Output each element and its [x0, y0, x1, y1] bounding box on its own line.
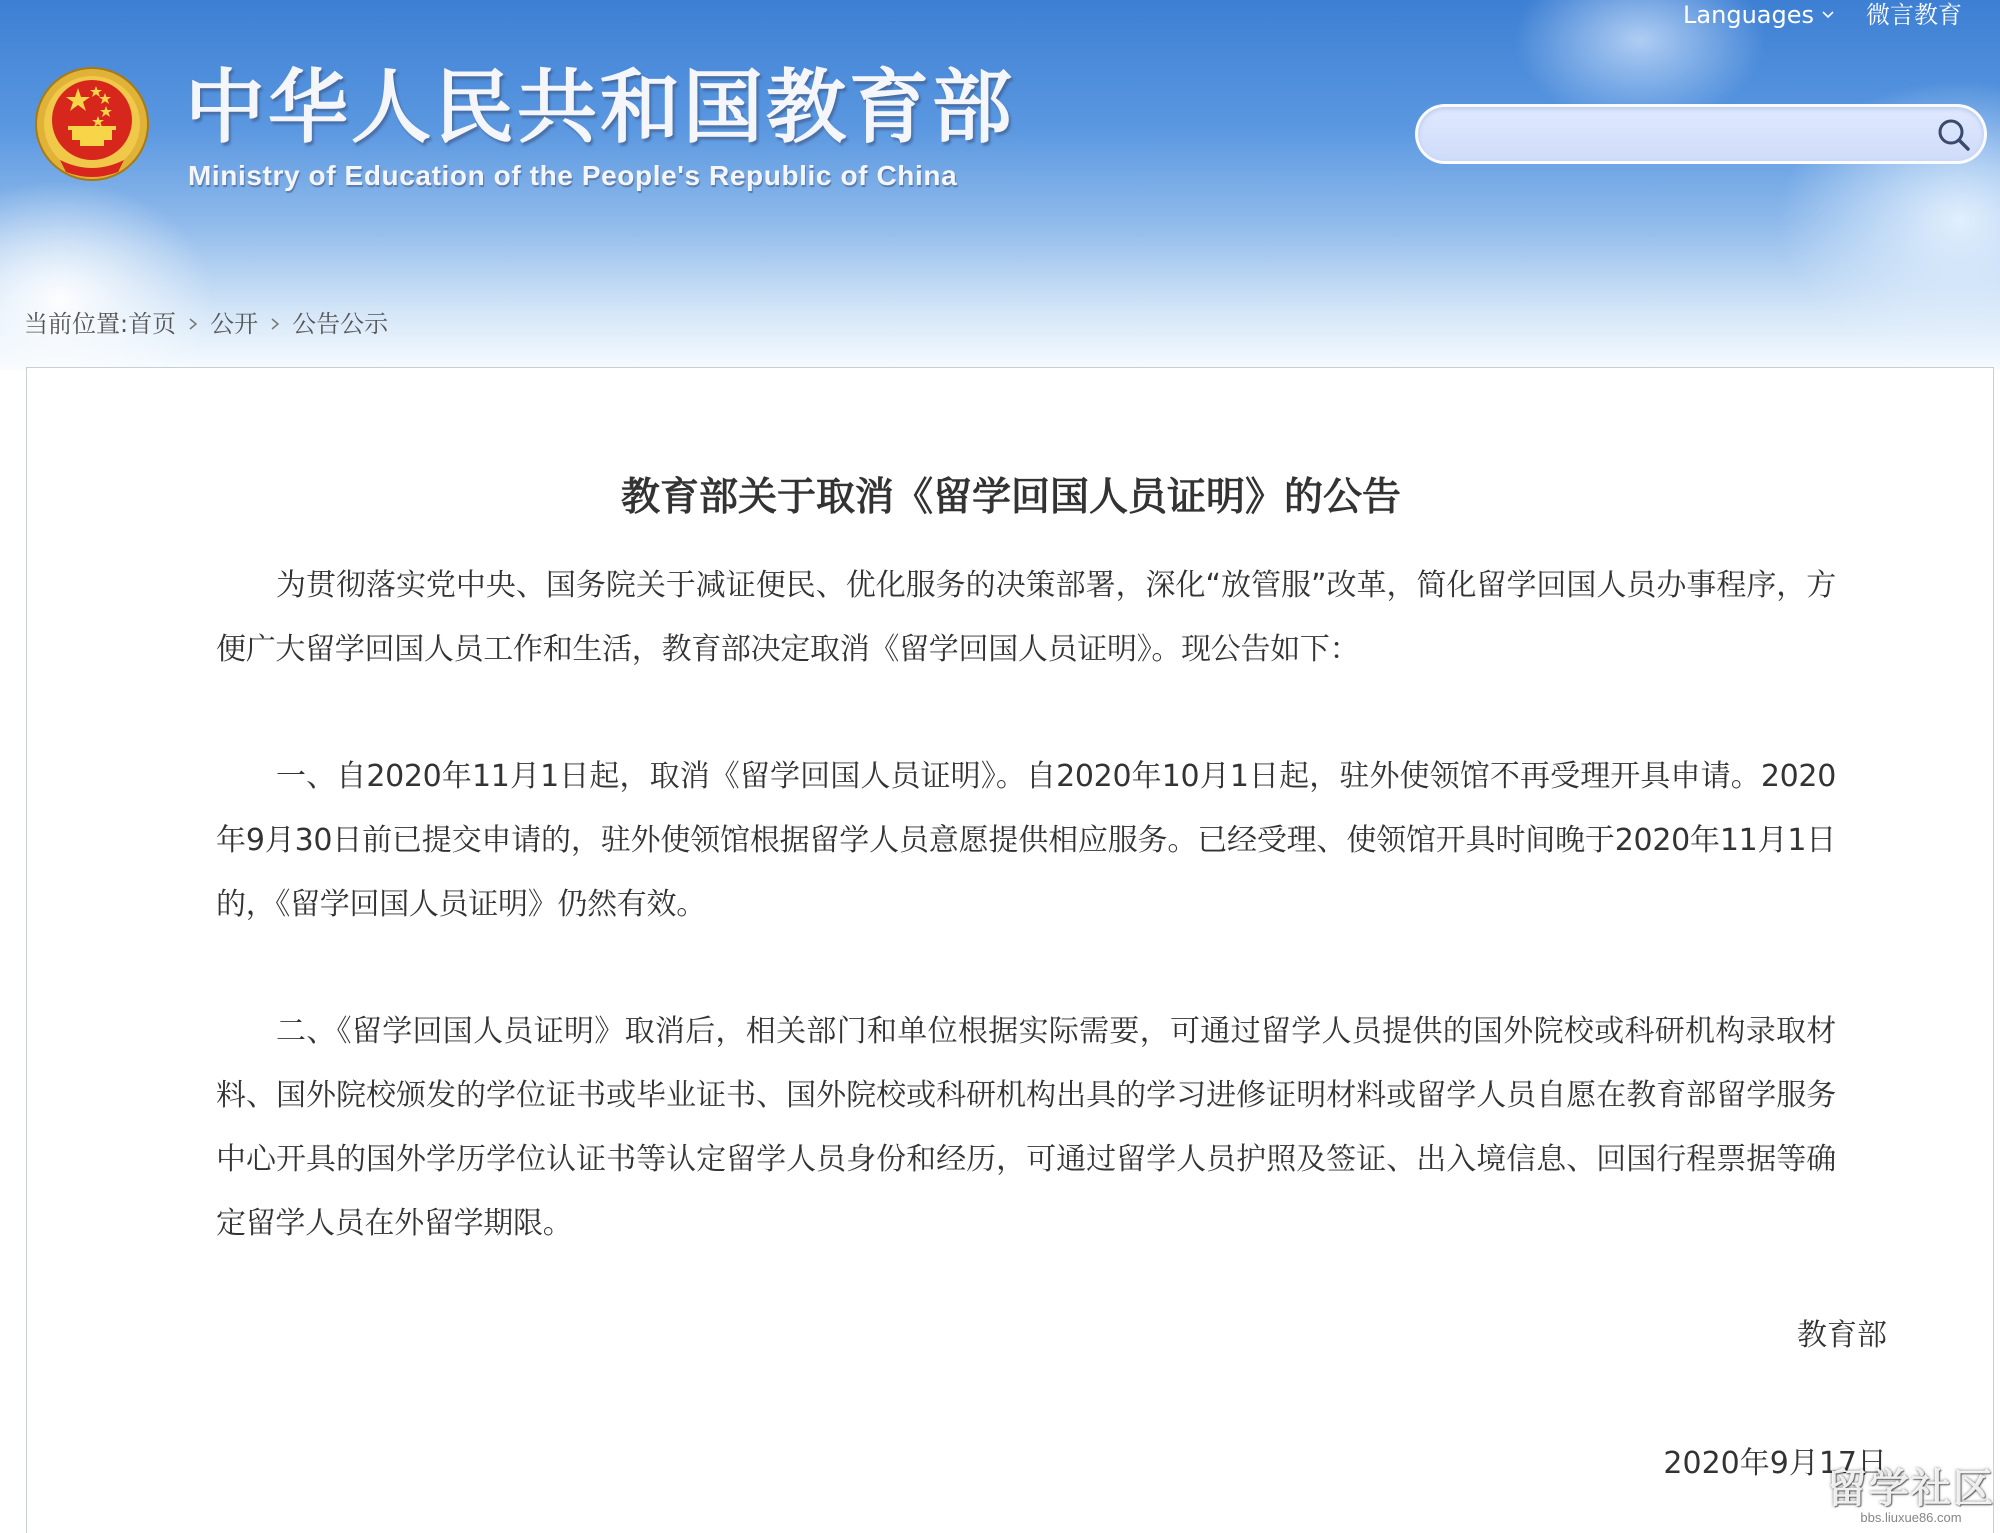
article-paragraph-2: 二、《留学回国人员证明》取消后，相关部门和单位根据实际需要，可通过留学人员提供的国外院校或科研机构录取材料、国外院校颁发的学位证书或毕业证书、国外院校或科研机构出具的学习进修证明材料或留学人员自愿在教育部留学服务中心开具的国外学历学位认证书等认定留学人员身份和经历，可通过留学人员护照及签证、出入境信息、回国行程票据等确定留学人员在外留学期限。 [216, 1014, 1836, 1241]
article-body [216, 554, 1836, 1319]
article-paragraph-1: 一、自2020年11月1日起，取消《留学回国人员证明》。自2020年10月1日起，驻外使领馆不再受理开具申请。2020年9月30日前已提交申请的，驻外使领馆根据留学人员意愿提供相应服务。已经受理、使领馆开具时间晚于2020年11月1日的，《留学回国人员证明》仍然有效。 [216, 759, 1836, 922]
search-input[interactable] [1440, 113, 1914, 157]
article-title: 教育部关于取消《留学回国人员证明》的公告 [620, 475, 1401, 520]
languages-label: Languages [1683, 1, 1814, 29]
languages-dropdown[interactable] [1683, 0, 1834, 30]
national-emblem-icon[interactable] [30, 64, 154, 188]
chevron-right-icon [270, 317, 280, 331]
search-box [1415, 104, 1987, 164]
breadcrumb-item-home[interactable]: 首页 [128, 310, 177, 338]
watermark-url: bbs.liuxue86.com [1860, 1510, 1962, 1525]
chevron-down-icon [1822, 9, 1834, 21]
breadcrumb [24, 308, 388, 340]
article-paragraph-intro: 为贯彻落实党中央、国务院关于减证便民、优化服务的决策部署，深化“放管服”改革，简化留学回国人员办事程序，方便广大留学回国人员工作和生活，教育部决定取消《留学回国人员证明》。现公告如下： [216, 568, 1836, 667]
article-signature: 教育部 [1797, 1318, 1887, 1353]
site-logo-chinese[interactable]: 中华人民共和国教育部 [185, 61, 1015, 154]
breadcrumb-item-public[interactable]: 公开 [210, 310, 259, 338]
page-header [0, 0, 2000, 370]
breadcrumb-prefix: 当前位置: [24, 310, 129, 338]
weibo-link[interactable]: 微言教育 [1866, 1, 1962, 29]
breadcrumb-item-announcements[interactable]: 公告公示 [292, 310, 389, 338]
article-date: 2020年9月17日 [1663, 1446, 1887, 1481]
site-logo-english[interactable]: Ministry of Education of the People's Republic of China [188, 160, 958, 191]
top-links [1683, 0, 1962, 30]
article-container [26, 367, 1994, 1533]
chevron-right-icon [188, 317, 198, 331]
watermark-text: 留学社区 [1827, 1466, 1995, 1512]
search-icon[interactable] [1934, 115, 1974, 155]
